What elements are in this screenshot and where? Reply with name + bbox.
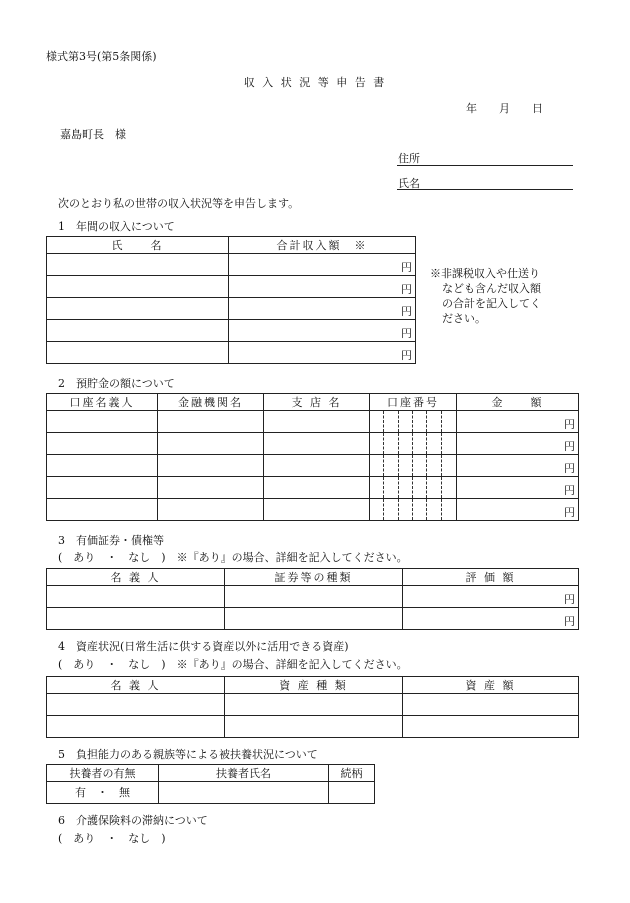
name-label: 氏名 bbox=[398, 177, 420, 190]
savings-branch-cell[interactable] bbox=[264, 499, 370, 521]
income-name-cell[interactable] bbox=[47, 342, 229, 364]
savings-table bbox=[46, 393, 579, 521]
savings-account-cell[interactable] bbox=[370, 455, 457, 477]
income-amount-cell[interactable]: 円 bbox=[229, 276, 416, 298]
savings-bank-cell[interactable] bbox=[158, 477, 264, 499]
savings-holder-cell[interactable] bbox=[47, 499, 158, 521]
savings-bank-cell[interactable] bbox=[158, 455, 264, 477]
assets-amount-cell[interactable] bbox=[403, 716, 579, 738]
table-row bbox=[47, 254, 416, 276]
income-note-line: の合計を記入してく bbox=[442, 297, 541, 310]
securities-value-cell[interactable]: 円 bbox=[403, 586, 579, 608]
income-name-cell[interactable] bbox=[47, 298, 229, 320]
savings-holder-cell[interactable] bbox=[47, 455, 158, 477]
table-row bbox=[47, 433, 579, 455]
savings-account-cell[interactable] bbox=[370, 499, 457, 521]
securities-holder-cell[interactable] bbox=[47, 608, 225, 630]
savings-holder-cell[interactable] bbox=[47, 411, 158, 433]
savings-amount-cell[interactable]: 円 bbox=[457, 433, 579, 455]
dependent-relation-cell[interactable] bbox=[329, 782, 375, 804]
section2-heading: 2 預貯金の額について bbox=[58, 377, 175, 390]
savings-bank-cell[interactable] bbox=[158, 499, 264, 521]
table-row bbox=[47, 499, 579, 521]
savings-amount-cell[interactable]: 円 bbox=[457, 455, 579, 477]
savings-branch-cell[interactable] bbox=[264, 477, 370, 499]
income-name-cell[interactable] bbox=[47, 254, 229, 276]
savings-account-cell[interactable] bbox=[370, 477, 457, 499]
income-header-total: 合計収入額 ※ bbox=[229, 237, 416, 254]
dependent-header-relation: 続柄 bbox=[329, 765, 375, 782]
form-code: 様式第3号(第5条関係) bbox=[46, 50, 157, 63]
assets-type-cell[interactable] bbox=[225, 694, 403, 716]
dependent-header-presence: 扶養者の有無 bbox=[47, 765, 159, 782]
assets-header-type: 資 産 種 類 bbox=[225, 677, 403, 694]
securities-value-cell[interactable]: 円 bbox=[403, 608, 579, 630]
savings-account-cell[interactable] bbox=[370, 411, 457, 433]
savings-header-account: 口座番号 bbox=[370, 394, 457, 411]
assets-header-holder: 名 義 人 bbox=[47, 677, 225, 694]
savings-bank-cell[interactable] bbox=[158, 411, 264, 433]
assets-table bbox=[46, 676, 579, 738]
income-amount-cell[interactable]: 円 bbox=[229, 320, 416, 342]
section5-heading: 5 負担能力のある親族等による被扶養状況について bbox=[58, 748, 318, 761]
savings-amount-cell[interactable]: 円 bbox=[457, 477, 579, 499]
table-row bbox=[47, 586, 579, 608]
section1-heading: 1 年間の収入について bbox=[58, 220, 175, 233]
savings-header-bank: 金融機関名 bbox=[158, 394, 264, 411]
section4-choice[interactable]: ( あり ・ なし ) ※『あり』の場合、詳細を記入してください。 bbox=[58, 658, 408, 671]
securities-header-value: 評 価 額 bbox=[403, 569, 579, 586]
income-name-cell[interactable] bbox=[47, 276, 229, 298]
savings-header-holder: 口座名義人 bbox=[47, 394, 158, 411]
income-table bbox=[46, 236, 416, 364]
table-row bbox=[47, 276, 416, 298]
table-row bbox=[47, 716, 579, 738]
income-header-name: 氏 名 bbox=[47, 237, 229, 254]
savings-holder-cell[interactable] bbox=[47, 433, 158, 455]
securities-header-holder: 名 義 人 bbox=[47, 569, 225, 586]
section4-heading: 4 資産状況(日常生活に供する資産以外に活用できる資産) bbox=[58, 640, 349, 653]
securities-type-cell[interactable] bbox=[225, 586, 403, 608]
savings-header-branch: 支 店 名 bbox=[264, 394, 370, 411]
securities-type-cell[interactable] bbox=[225, 608, 403, 630]
dependent-name-cell[interactable] bbox=[159, 782, 329, 804]
income-note-line: ださい。 bbox=[442, 312, 486, 325]
dependent-table bbox=[46, 764, 375, 804]
table-row bbox=[47, 298, 416, 320]
table-row bbox=[47, 342, 416, 364]
table-row bbox=[47, 608, 579, 630]
income-note-line: なども含んだ収入額 bbox=[442, 282, 541, 295]
assets-holder-cell[interactable] bbox=[47, 716, 225, 738]
table-row bbox=[47, 477, 579, 499]
section3-heading: 3 有価証券・債権等 bbox=[58, 534, 164, 547]
dependent-header-name: 扶養者氏名 bbox=[159, 765, 329, 782]
savings-header-amount: 金 額 bbox=[457, 394, 579, 411]
savings-amount-cell[interactable]: 円 bbox=[457, 499, 579, 521]
securities-table bbox=[46, 568, 579, 630]
income-amount-cell[interactable]: 円 bbox=[229, 342, 416, 364]
income-amount-cell[interactable]: 円 bbox=[229, 298, 416, 320]
address-label: 住所 bbox=[398, 152, 420, 165]
name-line[interactable] bbox=[397, 189, 573, 190]
assets-header-amount: 資 産 額 bbox=[403, 677, 579, 694]
securities-header-type: 証券等の種類 bbox=[225, 569, 403, 586]
savings-branch-cell[interactable] bbox=[264, 433, 370, 455]
section6-choice[interactable]: ( あり ・ なし ) bbox=[58, 832, 166, 845]
income-note-line: ※非課税収入や仕送り bbox=[430, 267, 540, 280]
savings-amount-cell[interactable]: 円 bbox=[457, 411, 579, 433]
table-row bbox=[47, 455, 579, 477]
table-row bbox=[47, 782, 375, 804]
assets-amount-cell[interactable] bbox=[403, 694, 579, 716]
intro-text: 次のとおり私の世帯の収入状況等を申告します。 bbox=[58, 197, 300, 210]
address-line[interactable] bbox=[397, 165, 573, 166]
table-row bbox=[47, 694, 579, 716]
form-title: 収 入 状 況 等 申 告 書 bbox=[243, 76, 387, 89]
savings-branch-cell[interactable] bbox=[264, 411, 370, 433]
securities-holder-cell[interactable] bbox=[47, 586, 225, 608]
savings-branch-cell[interactable] bbox=[264, 455, 370, 477]
savings-holder-cell[interactable] bbox=[47, 477, 158, 499]
assets-holder-cell[interactable] bbox=[47, 694, 225, 716]
section3-choice[interactable]: ( あり ・ なし ) ※『あり』の場合、詳細を記入してください。 bbox=[58, 551, 408, 564]
income-name-cell[interactable] bbox=[47, 320, 229, 342]
section6-heading: 6 介護保険料の滞納について bbox=[58, 814, 208, 827]
table-row bbox=[47, 411, 579, 433]
table-row bbox=[47, 320, 416, 342]
assets-type-cell[interactable] bbox=[225, 716, 403, 738]
addressee: 嘉島町長 様 bbox=[60, 128, 126, 141]
savings-bank-cell[interactable] bbox=[158, 433, 264, 455]
income-note bbox=[430, 266, 541, 326]
dependent-presence-cell[interactable]: 有 ・ 無 bbox=[47, 782, 159, 804]
income-amount-cell[interactable]: 円 bbox=[229, 254, 416, 276]
savings-account-cell[interactable] bbox=[370, 433, 457, 455]
date-line: 年 月 日 bbox=[466, 102, 543, 115]
